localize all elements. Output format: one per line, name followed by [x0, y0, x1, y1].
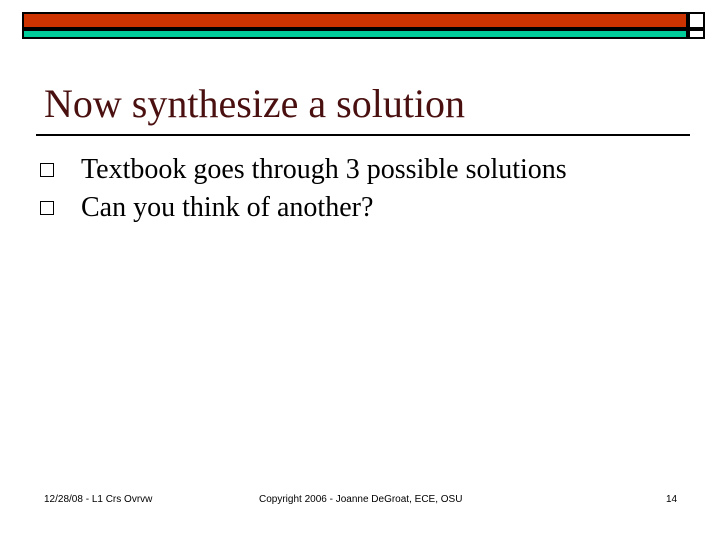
- hollow-square-bullet-icon: [40, 201, 54, 215]
- footer-date-label: 12/28/08 - L1 Crs Ovrvw: [44, 494, 153, 505]
- footer-copyright: Copyright 2006 - Joanne DeGroat, ECE, OSU: [259, 494, 463, 505]
- slide-title: Now synthesize a solution: [44, 81, 466, 126]
- footer-page-number: 14: [666, 494, 678, 505]
- title-underline: [36, 134, 690, 136]
- header-square-top: [688, 12, 705, 29]
- header-square-bottom: [688, 29, 705, 39]
- bullet-text: Textbook goes through 3 possible solutions: [81, 154, 567, 185]
- header-green-bar: [22, 29, 688, 39]
- hollow-square-bullet-icon: [40, 163, 54, 177]
- header-red-bar: [22, 12, 688, 29]
- bullet-text: Can you think of another?: [81, 192, 374, 223]
